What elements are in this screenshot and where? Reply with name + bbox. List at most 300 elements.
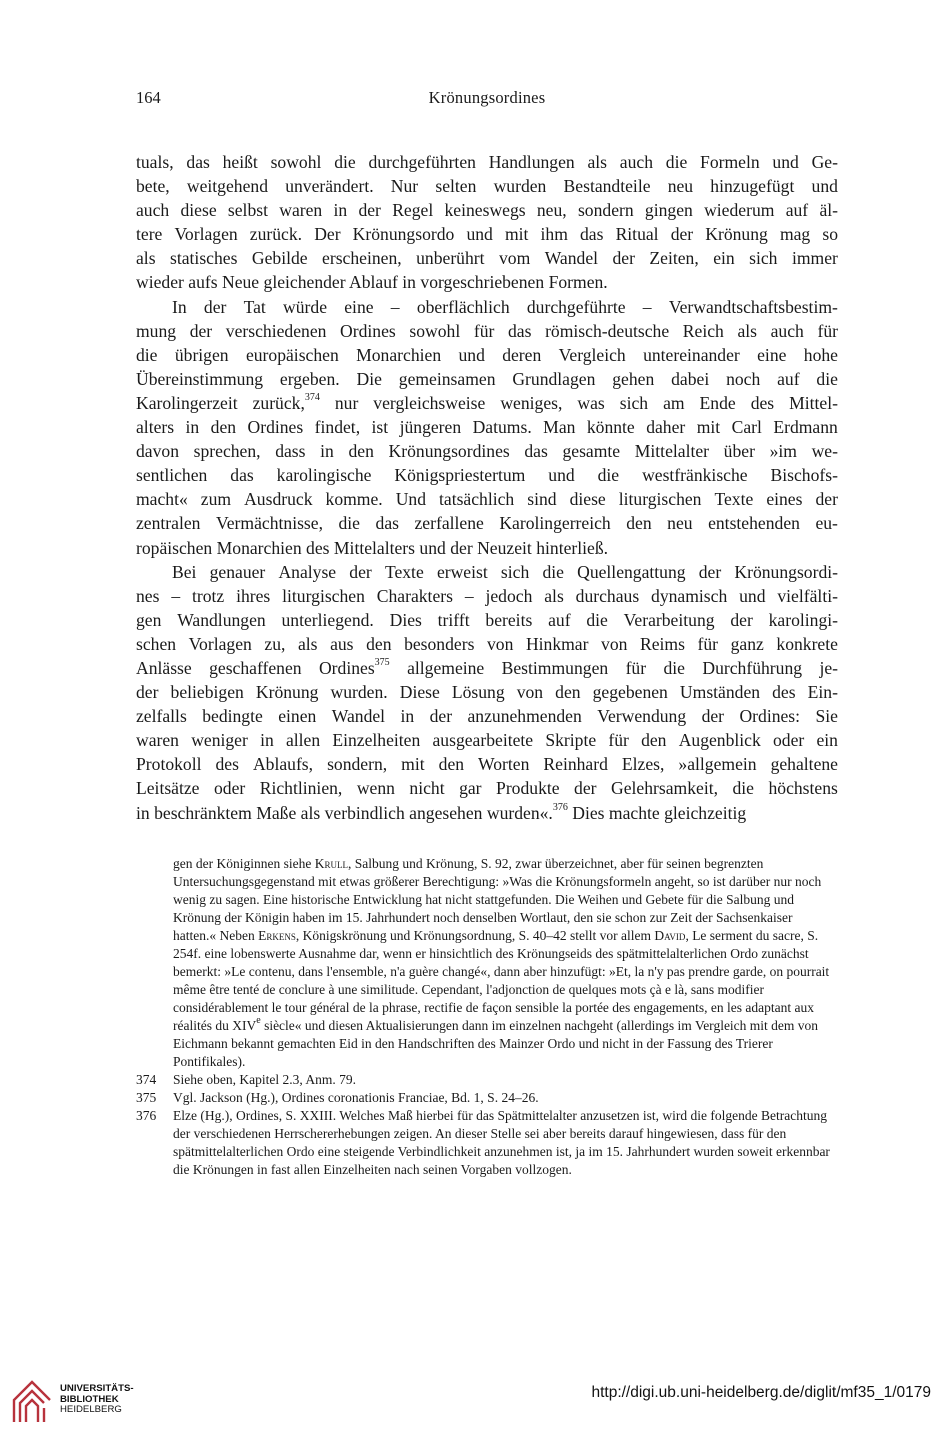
word: Maße: [256, 802, 297, 823]
text-line: [136, 511, 838, 535]
text-line: [136, 536, 838, 560]
word: Reich: [682, 320, 724, 341]
word: zentralen: [136, 513, 201, 534]
word: als: [300, 802, 321, 823]
word: den: [438, 754, 465, 775]
word: beliebigen: [170, 682, 244, 703]
word: des: [306, 537, 330, 558]
word: liturgischen: [282, 585, 365, 606]
word: von: [486, 633, 514, 654]
word: Ablauf: [349, 272, 398, 293]
word: verschiedenen: [225, 320, 327, 341]
word: ein: [713, 248, 735, 269]
word: Der: [314, 224, 341, 245]
word: erscheinen,: [322, 248, 402, 269]
word: macht«: [136, 489, 188, 510]
footnote-number: 374: [136, 1072, 157, 1087]
word: der: [698, 561, 722, 582]
word: den: [626, 513, 652, 534]
word: gesamte: [562, 441, 621, 462]
word: wurden«.$^{376}$: [486, 801, 568, 823]
word: entstehenden: [708, 513, 800, 534]
word: vielfälti-: [777, 585, 838, 606]
word: der: [730, 609, 753, 630]
word: immer: [791, 248, 838, 269]
footnote-text: Vgl. Jackson (Hg.), Ordines coronationis Franciae, Bd. 1, S. 24–26.: [173, 1090, 539, 1105]
footnote-text: Elze (Hg.), Ordines, S. XXIII. Welches Maß hierbei für das Spätmittelalter anzusetzen ist, wird die folgende Betrachtung der verschiedenen Herrschererhebungen zeigen. An dieser Stelle sei aber bereits darauf hingewiesen, dass für den spätmittelalterlichen Ordo eine steigende Verbindlichkeit anzunehmen ist, ja im 15. Jahrhundert wurden soweit erkennbar die Krönungen in fast allen Einzelheiten nach seinen Vorgaben vollzogen.: [173, 1108, 830, 1177]
word: als: [737, 320, 757, 341]
word: für: [473, 320, 495, 341]
word: Datums.: [472, 417, 532, 438]
superscript-e: e: [256, 1014, 261, 1026]
word: zu,: [264, 633, 286, 654]
word: oberflächlich: [416, 296, 510, 317]
word: Karolingerzeit: [136, 392, 238, 413]
word: der: [189, 320, 213, 341]
word: Ablaufs,: [252, 754, 314, 775]
footnote-reference[interactable]: 374: [304, 392, 320, 404]
word: Worten: [478, 754, 530, 775]
text-line: [136, 776, 838, 800]
word: so: [822, 224, 838, 245]
word: selbst: [227, 200, 268, 221]
word: Verarbeitung: [623, 609, 715, 630]
word: und: [548, 465, 575, 486]
word: das: [230, 465, 254, 486]
word: Ordines: [247, 417, 304, 438]
word: vom: [498, 248, 531, 269]
word: waren: [136, 730, 179, 751]
word: Reinhard: [543, 754, 608, 775]
word: keineswegs: [444, 200, 526, 221]
word: Durchführung: [702, 657, 803, 678]
word: Elzes,: [621, 754, 665, 775]
word: Formen.: [548, 272, 608, 293]
word: sondern: [577, 200, 634, 221]
library-logo-icon: [10, 1378, 60, 1424]
word: Anlässe: [136, 657, 192, 678]
word: der: [429, 706, 453, 727]
word: dass: [275, 441, 306, 462]
word: den: [555, 682, 581, 703]
word: die: [542, 561, 564, 582]
word: gemeinsamen: [398, 368, 496, 389]
word: dynamisch: [651, 585, 728, 606]
word: diese: [180, 200, 217, 221]
word: Gelehrsamkeit,: [611, 778, 718, 799]
word: angesehen: [409, 802, 483, 823]
word: Diese: [399, 682, 440, 703]
word: des: [750, 392, 775, 413]
word: für: [817, 320, 838, 341]
word: Nur: [390, 176, 419, 197]
text-line: [136, 801, 838, 825]
word: auf: [777, 368, 800, 389]
word: den: [210, 417, 237, 438]
word: Analyse: [278, 561, 337, 582]
text-line: [136, 415, 838, 439]
word: die: [663, 657, 685, 678]
word: bereits: [485, 609, 533, 630]
word: gehaltene: [770, 754, 838, 775]
word: sich: [749, 248, 778, 269]
word: von: [516, 682, 544, 703]
word: deren: [502, 344, 542, 365]
word: wieder: [136, 272, 184, 293]
word: Mittelalter: [634, 441, 710, 462]
word: ergeben.: [279, 368, 340, 389]
page-footer: [0, 1378, 941, 1426]
word: je-: [819, 657, 838, 678]
word: der: [612, 248, 635, 269]
word: Neuzeit: [477, 537, 532, 558]
word: sowohl: [409, 320, 461, 341]
word: Krönungsordo: [352, 224, 455, 245]
word: mung: [136, 320, 177, 341]
footnote-375: [136, 1089, 838, 1107]
word: Karolingerreich: [499, 513, 611, 534]
word: Ein-: [807, 682, 838, 703]
word: Mittel-: [789, 392, 838, 413]
word: nes: [136, 585, 160, 606]
word: davon: [136, 441, 179, 462]
word: das: [507, 320, 532, 341]
text-line: [136, 608, 838, 632]
word: der: [349, 561, 372, 582]
word: unverändert.: [285, 176, 374, 197]
word: Charakters: [376, 585, 453, 606]
word: tuals,: [136, 152, 174, 172]
text-line: [136, 319, 838, 343]
word: Einzelheiten: [332, 730, 421, 751]
word: das: [580, 224, 604, 245]
word: würde: [283, 296, 328, 317]
word: noch: [726, 368, 761, 389]
main-text: [136, 150, 838, 825]
word: selten: [435, 176, 477, 197]
word: Hinkmar: [525, 633, 589, 654]
word: anzunehmenden: [467, 706, 582, 727]
word: in: [400, 706, 415, 727]
word: auf: [548, 609, 571, 630]
word: für: [608, 730, 629, 751]
word: heißt: [222, 152, 258, 172]
word: gleichender: [263, 272, 346, 293]
text-line: [136, 752, 838, 776]
word: untereinander: [643, 344, 740, 365]
word: europäischen: [245, 344, 339, 365]
text-line: [136, 656, 838, 680]
word: Vergleich: [558, 344, 626, 365]
page-header: [136, 88, 838, 112]
word: über: [723, 441, 755, 462]
word: Richtlinien,: [259, 778, 343, 799]
word: Bestimmungen: [501, 657, 609, 678]
word: Verwendung: [597, 706, 687, 727]
word: sprechen,: [193, 441, 261, 462]
word: der: [136, 682, 159, 703]
word: Sie: [815, 706, 838, 727]
text-line: [136, 632, 838, 656]
text-line: [136, 367, 838, 391]
word: Zeiten,: [649, 248, 699, 269]
word: ein: [816, 730, 838, 751]
word: und: [739, 585, 766, 606]
word: Texte: [384, 561, 424, 582]
word: der: [574, 778, 597, 799]
word: mit: [401, 754, 425, 775]
word: zurück,$^{374}$: [252, 392, 320, 413]
word: mit: [504, 224, 529, 245]
footnote-text: Siehe oben, Kapitel 2.3, Anm. 79.: [173, 1072, 356, 1087]
word: der: [203, 296, 227, 317]
word: zum: [200, 489, 232, 510]
word: karolingi-: [768, 609, 838, 630]
footnotes: [136, 855, 838, 1179]
text-line: [136, 728, 838, 752]
footnote-continuation: gen der Königinnen siehe Krull, Salbung und Krönung, S. 92, zwar überzeichnet, aber für seinen begrenzten Untersuchungsgegenstand mit etwas größerer Berechtigung: »Was die Krönungsformeln angeht, so ist darüber nur noch wenig zu sagen. Eine historische Entwicklung hat nicht stattgefunden. Die Weihen und Gebete für die Salbung und Krönung der Königin haben im 15. Jahrhundert noch denselben Wortlaut, den sie schon zur Zeit der Sachsenkaiser hatten.« Neben Erkens, Königskrönung und Krönungsordnung, S. 40–42 stellt vor allem David, Le serment du sacre, S. 254f. eine lobenswerte Ausnahme dar, wenn er hinsichtlich des Krönungseids des spätmittelalterlichen Ordo zunächst bemerkt: »Le contenu, dans l'ensemble, n'a guère changé«, dann aber hinzufügt: »Et, la n'y pas prendre garde, on pourrait même être tenté de conclure à une similitude. Cependant, l'adjonction de quelques mots çà e là, sans modifier considérablement le tour général de la phrase, rectifie de façon sensible la portée des engagements, en les adaptant aux réalités du XIVe siècle« und diesen Aktualisierungen dann im einzelnen nachgeht (allerdings im Vergleich mit dem von Eichmann bekannt gemachten Eid in den Handschriften des Mainzer Ordo und nicht in der Fassung des Trierer Pontifikales).: [173, 856, 830, 1069]
footnote-376: [136, 1107, 838, 1179]
word: Verwandtschaftsbestim-: [668, 296, 838, 317]
word: Produkte: [496, 778, 560, 799]
word: neu,: [536, 200, 567, 221]
word: Wandlungen: [177, 609, 266, 630]
word: für: [697, 633, 719, 654]
footnote-reference[interactable]: 376: [552, 801, 568, 813]
word: machte: [608, 802, 660, 823]
word: Bestandteile: [563, 176, 651, 197]
word: Krönung: [705, 224, 768, 245]
word: Wandel: [544, 248, 599, 269]
word: Ende: [699, 392, 736, 413]
word: übrigen: [174, 344, 229, 365]
word: sich: [500, 561, 530, 582]
author-david: David: [654, 928, 686, 943]
word: besonders: [404, 633, 475, 654]
word: trifft: [437, 609, 470, 630]
word: Augenblick: [678, 730, 761, 751]
word: Wandel: [331, 706, 386, 727]
word: –: [642, 296, 652, 317]
word: »allgemein: [678, 754, 757, 775]
word: Krönungsordi-: [734, 561, 838, 582]
word: trotz: [191, 585, 225, 606]
word: das: [186, 152, 210, 172]
word: auch: [770, 320, 804, 341]
text-line: [136, 391, 838, 415]
word: am: [663, 392, 685, 413]
word: durchgeführten: [368, 152, 476, 172]
word: Grundlagen: [512, 368, 596, 389]
word: den: [366, 633, 392, 654]
text-line: [136, 487, 838, 511]
word: tere: [136, 224, 163, 245]
word: und: [811, 176, 838, 197]
word: der: [358, 200, 381, 221]
word: ist: [371, 417, 389, 438]
word: unberührt: [416, 248, 485, 269]
word: Neue: [222, 272, 260, 293]
word: »im: [769, 441, 797, 462]
word: vorgeschriebenen: [420, 272, 545, 293]
word: findet,: [314, 417, 361, 438]
word: auf: [785, 200, 809, 221]
word: gingen: [644, 200, 693, 221]
text-line: [136, 439, 838, 463]
text-line: [136, 463, 838, 487]
word: Man: [543, 417, 576, 438]
word: –: [464, 585, 474, 606]
word: gen: [136, 609, 162, 630]
word: neu: [667, 513, 693, 534]
word: –: [390, 296, 400, 317]
paragraph-2: [136, 295, 838, 560]
word: sind: [527, 489, 557, 510]
word: eine: [757, 344, 787, 365]
word: in: [402, 272, 416, 293]
word: für: [625, 657, 647, 678]
word: waren: [279, 200, 323, 221]
word: in: [333, 200, 348, 221]
word: auch: [619, 152, 653, 172]
word: unterliegend.: [281, 609, 374, 630]
word: die: [586, 609, 608, 630]
word: –: [171, 585, 181, 606]
word: und: [772, 152, 799, 172]
word: die: [816, 368, 838, 389]
word: daher: [646, 417, 686, 438]
word: mit: [696, 417, 721, 438]
word: Formeln: [700, 152, 760, 172]
word: auch: [136, 200, 170, 221]
word: einen: [278, 706, 317, 727]
word: Skripte: [545, 730, 597, 751]
word: gar: [459, 778, 482, 799]
word: Handlungen: [488, 152, 575, 172]
paragraph-1: [136, 150, 838, 295]
word: Protokoll: [136, 754, 202, 775]
word: jüngeren: [399, 417, 462, 438]
text-line: [136, 222, 838, 246]
word: als: [297, 633, 318, 654]
word: Dies: [572, 802, 605, 823]
word: Die: [356, 368, 382, 389]
word: Königspriestertum: [394, 465, 526, 486]
word: nur: [334, 392, 359, 413]
word: nicht: [409, 778, 445, 799]
word: beschränktem: [154, 802, 252, 823]
word: neu: [667, 176, 694, 197]
word: in: [136, 802, 150, 823]
word: komme.: [325, 489, 383, 510]
word: Dies: [389, 609, 422, 630]
word: Erdmann: [773, 417, 838, 438]
word: als: [587, 152, 608, 172]
word: aus: [330, 633, 354, 654]
word: Umständen: [679, 682, 761, 703]
text-line: [136, 246, 838, 270]
word: sentlichen: [136, 465, 208, 486]
word: Texte: [714, 489, 754, 510]
word: vergleichsweise: [373, 392, 486, 413]
footnote-reference[interactable]: 375: [374, 657, 390, 669]
word: verbindlich: [324, 802, 405, 823]
word: Ge-: [811, 152, 838, 172]
word: jedoch: [485, 585, 533, 606]
word: äl-: [819, 200, 838, 221]
text-line: [136, 150, 838, 174]
source-url-link[interactable]: http://digi.ub.uni-heidelberg.de/diglit/mf35_1/0179: [591, 1384, 931, 1401]
word: zerfallene: [414, 513, 484, 534]
word: geschaffenen: [209, 657, 302, 678]
word: den: [641, 730, 667, 751]
word: wurden: [493, 176, 547, 197]
word: Übereinstimmung: [136, 368, 264, 389]
footnote-number: 376: [136, 1108, 157, 1123]
word: gehen: [612, 368, 655, 389]
word: weitgehend: [186, 176, 268, 197]
word: gegebenen: [592, 682, 668, 703]
word: zurück.: [249, 224, 303, 245]
word: Quellengattung: [577, 561, 686, 582]
word: Mittelalters: [333, 537, 416, 558]
word: bedingte: [202, 706, 263, 727]
word: Lösung: [451, 682, 505, 703]
word: diese: [569, 489, 606, 510]
word: Leitsätze: [136, 778, 200, 799]
word: und: [419, 537, 446, 558]
word: die: [732, 778, 754, 799]
author-krull: Krull: [314, 856, 348, 871]
word: Reims: [640, 633, 685, 654]
word: sondern,: [327, 754, 388, 775]
word: Und: [395, 489, 426, 510]
word: die: [334, 152, 356, 172]
word: liturgischen: [618, 489, 702, 510]
word: das: [375, 513, 399, 534]
page-number: 164: [136, 88, 161, 107]
word: Carl: [731, 417, 762, 438]
word: die: [136, 344, 158, 365]
running-title: Krönungsordines: [428, 88, 546, 107]
word: eines: [766, 489, 803, 510]
word: wiederum: [704, 200, 775, 221]
word: Vorlagen: [174, 224, 238, 245]
word: ganz: [730, 633, 764, 654]
word: ausgearbeitete: [432, 730, 534, 751]
text-line: [136, 343, 838, 367]
word: wurden.: [330, 682, 388, 703]
word: was: [577, 392, 605, 413]
word: karolingische: [276, 465, 372, 486]
word: in: [260, 730, 274, 751]
text-line: [136, 270, 838, 294]
footnote-number: 375: [136, 1090, 157, 1105]
word: der: [701, 706, 725, 727]
word: alters: [136, 417, 175, 438]
word: aufs: [188, 272, 218, 293]
word: Ausdruck: [244, 489, 313, 510]
word: In: [172, 296, 187, 317]
word: sowohl: [270, 152, 322, 172]
word: Gebilde: [251, 248, 308, 269]
word: genauer: [209, 561, 266, 582]
word: gleichzeitig: [664, 802, 747, 823]
word: Ordines:: [739, 706, 801, 727]
word: eine: [344, 296, 374, 317]
word: Krönungsordines: [388, 441, 510, 462]
word: und: [466, 224, 493, 245]
